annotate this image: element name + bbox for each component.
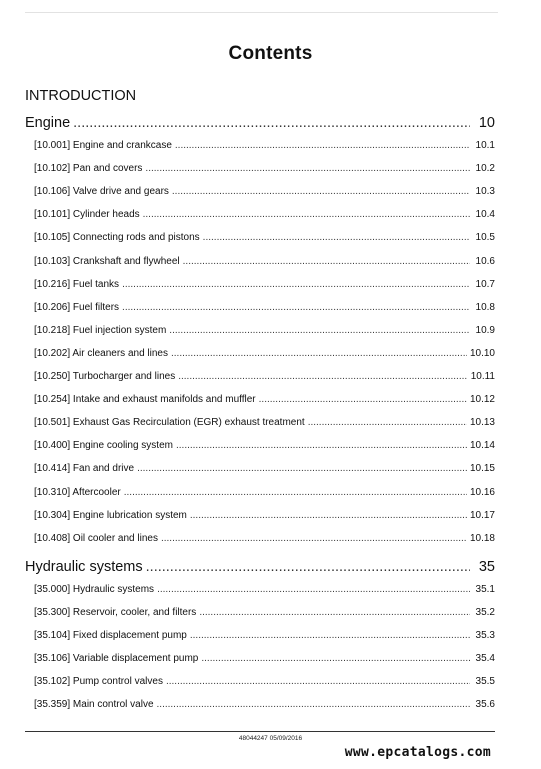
toc-page-number: 10.6 <box>475 255 495 267</box>
toc-page-number: 35 <box>478 558 495 575</box>
toc-page-number: 10 <box>478 115 495 131</box>
footer-rule <box>25 731 495 732</box>
toc-section-row[interactable] <box>34 279 495 293</box>
toc-page-number: 10.13 <box>469 417 495 429</box>
toc-chapter-label: Engine <box>25 115 71 131</box>
toc-section-label: [10.102] Pan and covers <box>34 163 143 175</box>
toc-section-row[interactable] <box>34 487 495 501</box>
toc-section-row[interactable] <box>34 394 495 408</box>
toc-leader-dots <box>201 653 470 664</box>
toc-section-label: [35.359] Main control valve <box>34 699 154 711</box>
toc-section-row[interactable] <box>34 630 495 644</box>
toc-section-row[interactable] <box>34 232 495 246</box>
toc-section-label: [10.250] Turbocharger and lines <box>34 371 176 382</box>
toc-page-number: 10.12 <box>469 394 495 406</box>
toc-section-label: [10.400] Engine cooling system <box>34 440 173 452</box>
toc-section-label: [10.216] Fuel tanks <box>34 278 120 290</box>
toc-leader-dots <box>190 510 467 521</box>
toc-page-number: 10.5 <box>475 232 495 244</box>
toc-page-number: 35.4 <box>475 653 495 665</box>
toc-leader-dots <box>137 463 467 474</box>
toc-page-number: 35.1 <box>475 583 495 595</box>
toc-leader-dots <box>169 325 470 336</box>
toc-section-row[interactable] <box>34 584 495 598</box>
toc-leader-dots <box>143 209 470 220</box>
toc-leader-dots <box>176 440 467 451</box>
toc-leader-dots <box>199 607 470 618</box>
toc-section-label: [10.105] Connecting rods and pistons <box>34 232 200 244</box>
toc-section-label: [10.106] Valve drive and gears <box>34 186 169 198</box>
toc-page-number: 35.3 <box>475 630 495 641</box>
toc-section-label: [35.104] Fixed displacement pump <box>34 630 187 641</box>
toc-leader-dots <box>175 140 470 151</box>
toc-section-row[interactable] <box>34 676 495 690</box>
toc-section-row[interactable] <box>34 533 495 547</box>
toc-section-label: [10.103] Crankshaft and flywheel <box>34 255 180 267</box>
toc-leader-dots <box>146 559 470 575</box>
toc-chapter-row[interactable] <box>25 559 495 577</box>
toc-page-number: 10.18 <box>469 532 495 544</box>
toc-section-row[interactable] <box>34 163 495 177</box>
toc-section-label: [10.254] Intake and exhaust manifolds and muffler <box>34 394 256 406</box>
toc-section-row[interactable] <box>34 699 495 713</box>
toc-page-number: 10.9 <box>475 324 495 336</box>
toc-page-number: 10.14 <box>469 440 495 452</box>
toc-chapter-label: Hydraulic systems <box>25 558 143 575</box>
toc-leader-dots <box>190 630 470 641</box>
toc-page-number: 10.16 <box>469 486 495 498</box>
toc-section-label: [10.310] Aftercooler <box>34 486 121 498</box>
toc-leader-dots <box>157 584 470 595</box>
toc-page-number: 10.4 <box>475 209 495 221</box>
toc-leader-dots <box>145 163 470 174</box>
toc-section-row[interactable] <box>34 209 495 223</box>
toc-leader-dots <box>157 699 470 710</box>
toc-leader-dots <box>73 115 470 131</box>
toc-page-number: 10.10 <box>469 347 495 359</box>
toc-section-row[interactable] <box>34 417 495 431</box>
toc-leader-dots <box>259 394 467 405</box>
toc-section-label: [10.202] Air cleaners and lines <box>34 347 168 359</box>
toc-page-number: 10.2 <box>475 163 495 175</box>
toc-page-number: 35.2 <box>475 606 495 618</box>
toc-section-label: [10.206] Fuel filters <box>34 301 120 313</box>
toc-section-row[interactable] <box>34 302 495 316</box>
toc-page-number: 10.7 <box>475 278 495 290</box>
toc-page-number: 10.17 <box>469 509 495 521</box>
toc-page-number: 35.5 <box>475 676 495 688</box>
toc-page-number: 10.1 <box>475 140 495 151</box>
page-title: Contents <box>228 43 313 64</box>
toc-leader-dots <box>203 232 470 243</box>
toc-leader-dots <box>178 371 467 382</box>
toc-section-label: [10.501] Exhaust Gas Recirculation (EGR) exhaust treatment <box>34 417 305 429</box>
toc-section-row[interactable] <box>34 510 495 524</box>
toc-section-row[interactable] <box>34 607 495 621</box>
toc-page-number: 35.6 <box>475 699 495 711</box>
toc-section-label: [10.218] Fuel injection system <box>34 324 167 336</box>
toc-section-label: [10.304] Engine lubrication system <box>34 509 187 521</box>
toc-section-row[interactable] <box>34 140 495 154</box>
toc-section-label: [35.000] Hydraulic systems <box>34 583 155 595</box>
toc-leader-dots <box>161 533 467 544</box>
toc-leader-dots <box>124 487 467 498</box>
top-rule <box>25 12 498 13</box>
toc-leader-dots <box>122 302 470 313</box>
watermark: www.epcatalogs.com <box>344 745 491 760</box>
toc-section-row[interactable] <box>34 463 495 477</box>
toc-section-label: [10.001] Engine and crankcase <box>34 140 172 151</box>
introduction-heading[interactable]: INTRODUCTION <box>25 88 137 104</box>
document-id: 48044247 05/09/2016 <box>238 735 303 742</box>
toc-section-label: [10.101] Cylinder heads <box>34 209 140 221</box>
toc-section-row[interactable] <box>34 186 495 200</box>
toc-leader-dots <box>171 348 467 359</box>
toc-section-label: [35.300] Reservoir, cooler, and filters <box>34 606 197 618</box>
toc-section-row[interactable] <box>34 325 495 339</box>
toc-leader-dots <box>172 186 470 197</box>
toc-leader-dots <box>308 417 467 428</box>
toc-section-row[interactable] <box>34 348 495 362</box>
toc-leader-dots <box>122 279 470 290</box>
toc-page-number: 10.15 <box>469 463 495 475</box>
toc-section-row[interactable] <box>34 256 495 270</box>
toc-leader-dots <box>183 256 470 267</box>
toc-section-label: [10.414] Fan and drive <box>34 463 135 475</box>
toc-page-number: 10.8 <box>475 301 495 313</box>
toc-leader-dots <box>166 676 470 687</box>
toc-section-label: [35.106] Variable displacement pump <box>34 653 199 665</box>
toc-section-row[interactable] <box>34 653 495 667</box>
toc-section-label: [10.408] Oil cooler and lines <box>34 532 158 544</box>
toc-chapter-row[interactable] <box>25 115 495 133</box>
toc-section-row[interactable] <box>34 371 495 385</box>
toc-page-number: 10.3 <box>475 186 495 198</box>
toc-section-label: [35.102] Pump control valves <box>34 676 163 688</box>
toc-page-number: 10.11 <box>470 371 495 382</box>
toc-section-row[interactable] <box>34 440 495 454</box>
